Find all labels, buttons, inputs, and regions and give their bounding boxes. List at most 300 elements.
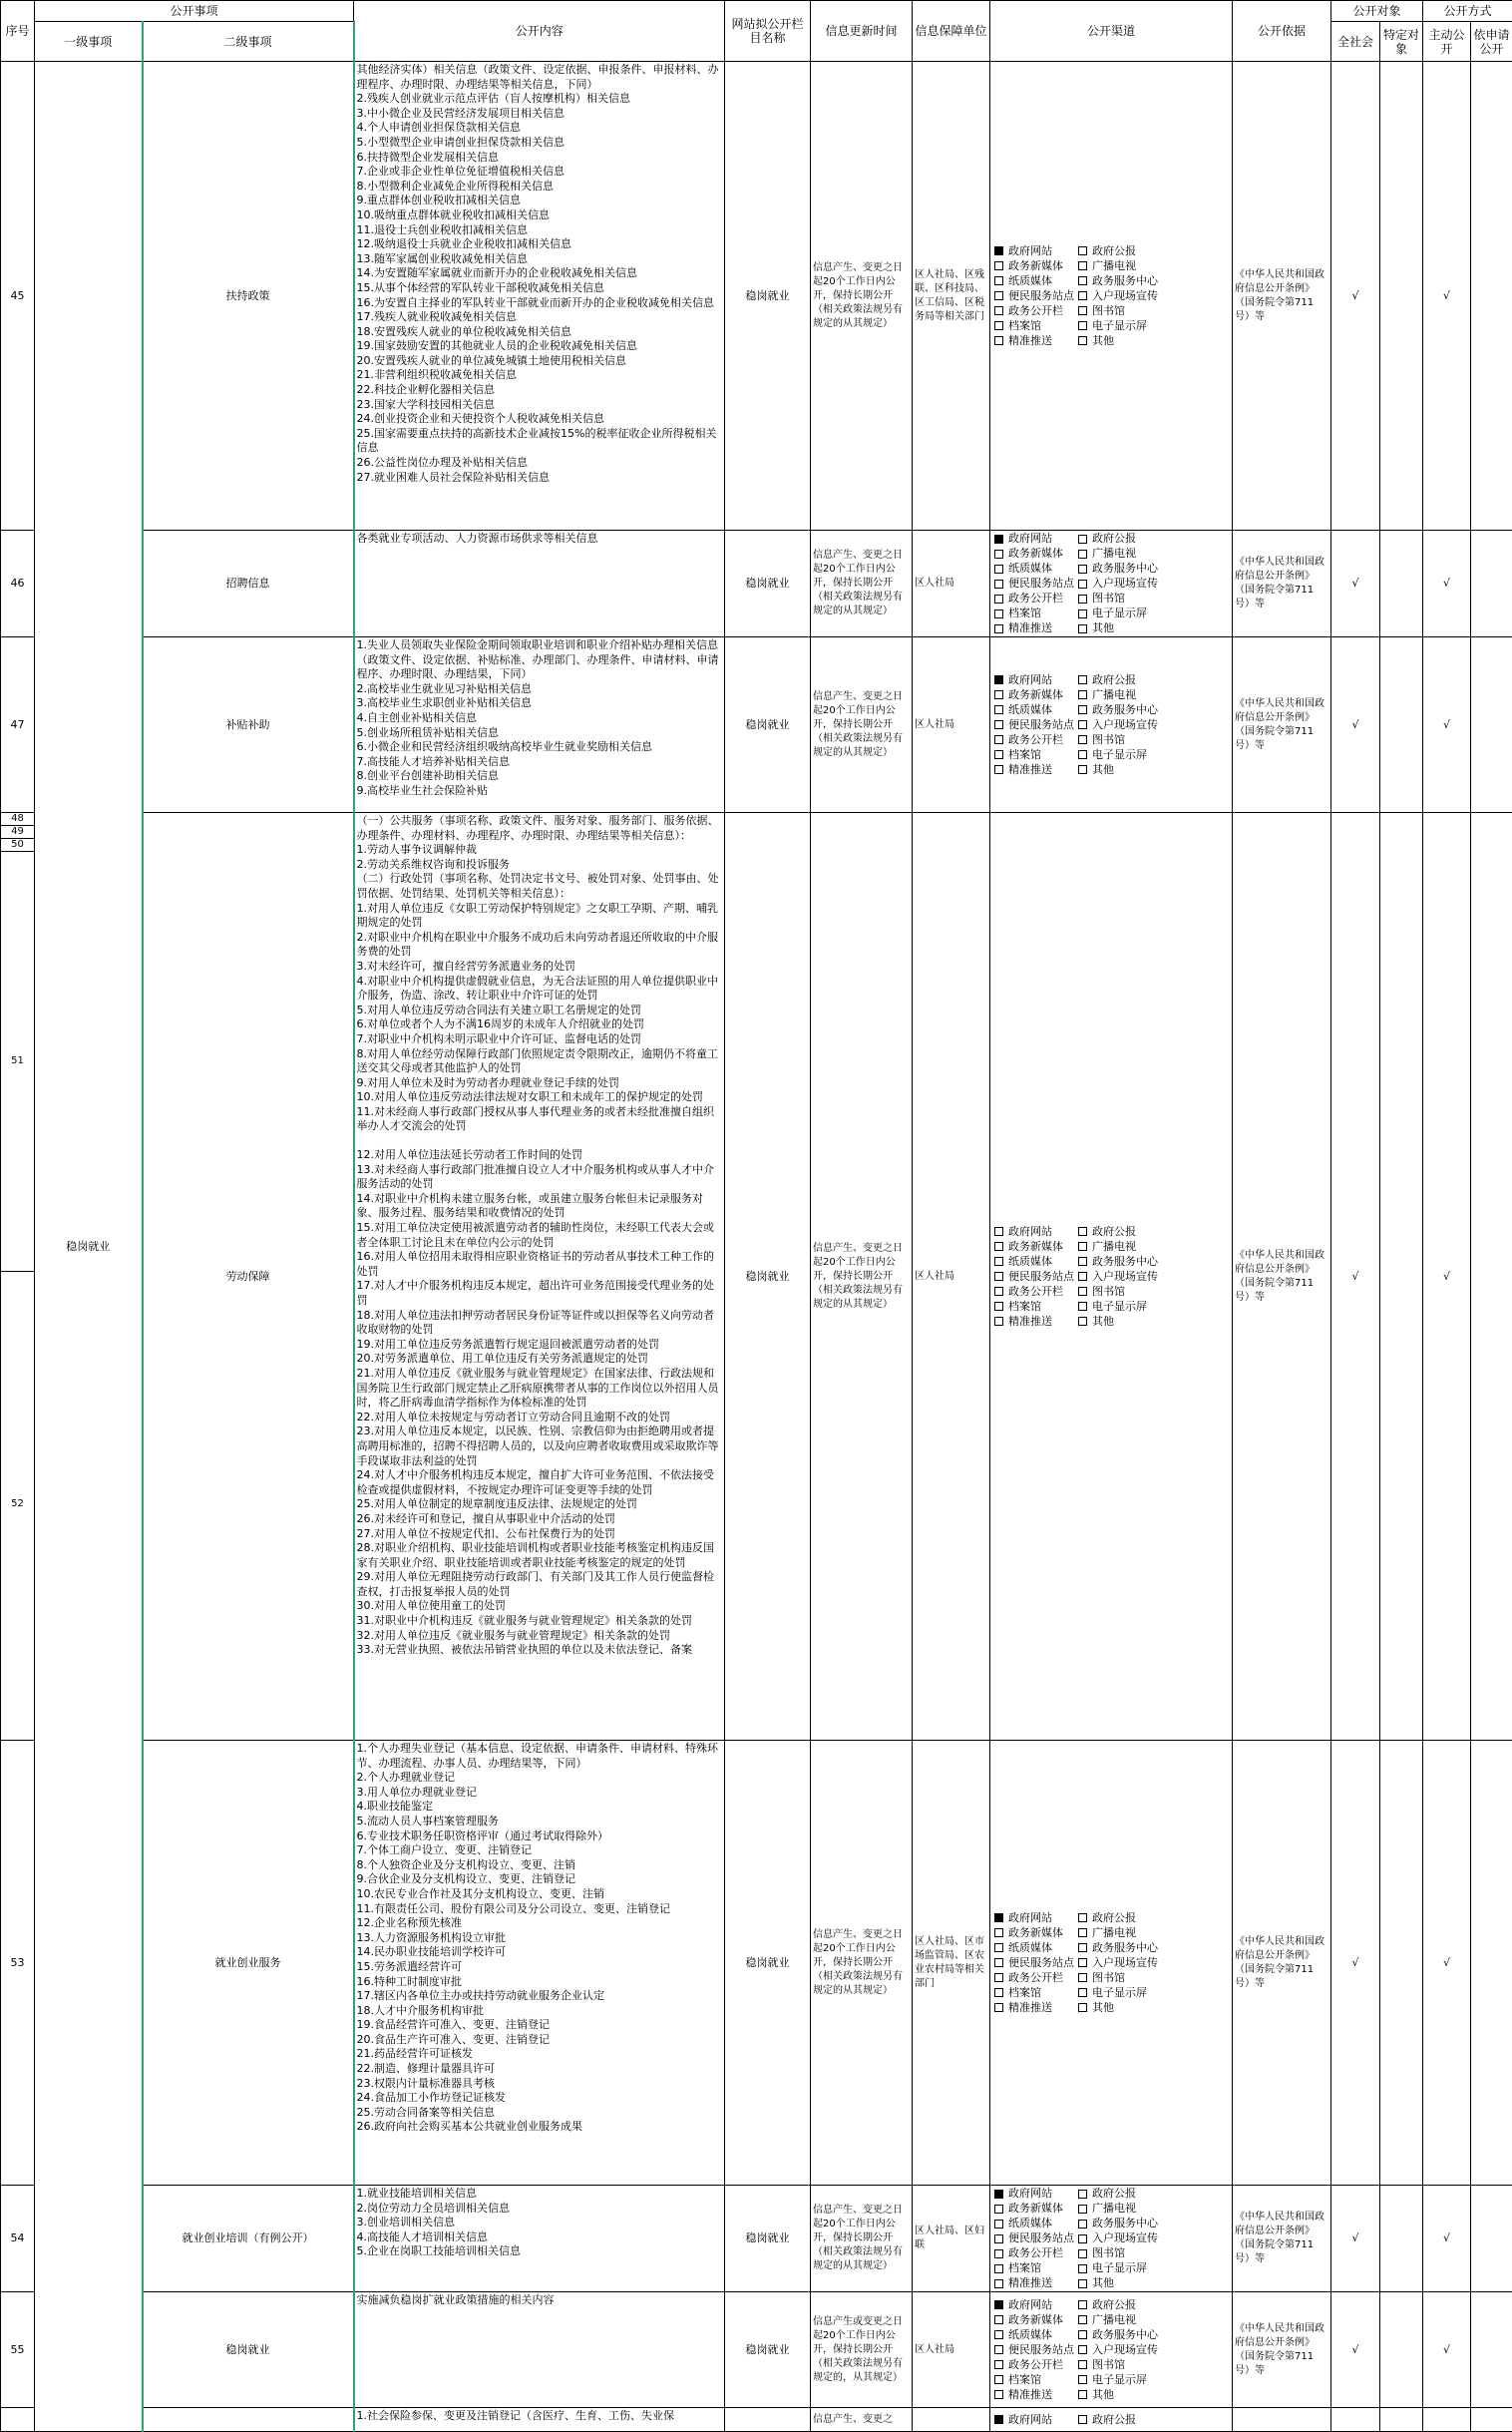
target-all-mark (1331, 2408, 1380, 2432)
checkbox-unchecked[interactable] (994, 2315, 1003, 2324)
checkbox-unchecked[interactable] (994, 765, 1003, 774)
checkbox-unchecked[interactable] (1078, 1988, 1087, 1997)
checkbox-unchecked[interactable] (1078, 535, 1087, 544)
channel-option[interactable] (1078, 1926, 1162, 1940)
channel-option[interactable] (994, 244, 1078, 258)
channel-option[interactable] (1078, 334, 1162, 348)
channel-options (992, 2298, 1230, 2402)
checkbox-unchecked[interactable] (1078, 2220, 1087, 2229)
checkbox-unchecked[interactable] (994, 1272, 1003, 1281)
content-item: 13.人力资源服务机构设立审批 (357, 1931, 723, 1946)
table-row (1, 2292, 1512, 2408)
channel-label: 政务新媒体 (1008, 1926, 1063, 1940)
channel-option[interactable] (1078, 1986, 1162, 2000)
channel-option[interactable] (994, 577, 1078, 591)
table-row (1, 531, 1512, 637)
checkbox-unchecked[interactable] (994, 2345, 1003, 2354)
target-specific-mark (1380, 2292, 1423, 2408)
channel-option[interactable] (1078, 2298, 1162, 2312)
channel-option[interactable] (1078, 688, 1162, 702)
channel-label: 档案馆 (1008, 748, 1041, 762)
method-active-mark: √ (1423, 2292, 1471, 2408)
channel-option[interactable] (994, 562, 1078, 576)
checkbox-unchecked[interactable] (994, 735, 1003, 744)
checkbox-unchecked[interactable] (994, 321, 1003, 330)
content-item: 29.对用人单位无理阻挠劳动行政部门、有关部门及其工作人员行使监督检查权，打击报复举报人员的处罚 (357, 1570, 723, 1599)
channel-option[interactable] (994, 1986, 1078, 2000)
content-item: 22.制造、修理计量器具许可 (357, 2062, 723, 2077)
site-column: 稳岗就业 (725, 1741, 811, 2186)
content-item: 4.对职业中介机构提供虚假就业信息，为无合法证照的用人单位提供职业中介服务，伪造、涂改、转让职业中介许可证的处罚 (357, 975, 723, 1004)
checkbox-unchecked[interactable] (994, 1958, 1003, 1967)
checkbox-unchecked[interactable] (994, 1988, 1003, 1997)
checkbox-unchecked[interactable] (994, 550, 1003, 559)
content-item: 2.岗位劳动力全员培训相关信息 (357, 2202, 723, 2217)
channel-option[interactable] (1078, 562, 1162, 576)
channel-option[interactable] (1078, 2217, 1162, 2230)
checkbox-unchecked[interactable] (994, 276, 1003, 285)
channel-option[interactable] (1078, 2246, 1162, 2260)
checkbox-unchecked[interactable] (1078, 2330, 1087, 2339)
checkbox-unchecked[interactable] (994, 2375, 1003, 2384)
content-item: 26.对未经许可和登记，擅自从事职业中介活动的处罚 (357, 1512, 723, 1527)
checkbox-unchecked[interactable] (1078, 2375, 1087, 2384)
channel-label: 政务服务中心 (1092, 274, 1158, 288)
channel-option[interactable] (994, 1300, 1078, 1314)
checkbox-unchecked[interactable] (994, 291, 1003, 300)
checkbox-unchecked[interactable] (1078, 336, 1087, 345)
checkbox-unchecked[interactable] (994, 2279, 1003, 2288)
channel-options (992, 532, 1230, 635)
content-item: 7.企业或非企业性单位免征增值税相关信息 (357, 165, 723, 180)
content-item: 8.小型微利企业减免企业所得税相关信息 (357, 180, 723, 195)
checkbox-unchecked[interactable] (994, 261, 1003, 270)
checkbox-unchecked[interactable] (1078, 2360, 1087, 2369)
channel-option[interactable] (1078, 2413, 1162, 2427)
channel-option[interactable] (1078, 244, 1162, 258)
channel-option[interactable] (994, 592, 1078, 606)
channel-option[interactable] (1078, 1315, 1162, 1329)
header-target-all: 全社会 (1331, 22, 1380, 62)
channels-cell (990, 2292, 1233, 2408)
checkbox-unchecked[interactable] (1078, 720, 1087, 729)
content-item: 27.就业困难人员社会保险补贴相关信息 (357, 471, 723, 486)
checkbox-unchecked[interactable] (1078, 750, 1087, 759)
channel-option[interactable] (1078, 319, 1162, 333)
checkbox-unchecked[interactable] (1078, 2264, 1087, 2273)
channel-option[interactable] (1078, 673, 1162, 687)
channel-option[interactable] (1078, 1956, 1162, 1970)
row-seq-number: 52 (1, 1272, 34, 1737)
channels-cell (990, 62, 1233, 531)
channel-label: 便民服务站点 (1008, 718, 1074, 732)
checkbox-unchecked[interactable] (1078, 1913, 1087, 1922)
channel-options (992, 2187, 1230, 2290)
content-item: 1.劳动人事争议调解仲裁 (357, 843, 723, 858)
channel-option[interactable] (994, 259, 1078, 273)
checkbox-unchecked[interactable] (994, 2003, 1003, 2012)
channel-label: 便民服务站点 (1008, 1270, 1074, 1284)
channel-option[interactable] (1078, 2202, 1162, 2216)
channel-option[interactable] (1078, 1285, 1162, 1299)
checkbox-unchecked[interactable] (1078, 291, 1087, 300)
checkbox-unchecked[interactable] (1078, 2234, 1087, 2243)
channel-option[interactable] (994, 2298, 1078, 2312)
checkbox-unchecked[interactable] (1078, 1272, 1087, 1281)
channel-option[interactable] (1078, 2343, 1162, 2357)
checkbox-unchecked[interactable] (1078, 1928, 1087, 1937)
channel-label: 政务服务中心 (1092, 2217, 1158, 2230)
channel-label: 精准推送 (1008, 763, 1052, 777)
channel-option[interactable] (994, 1270, 1078, 1284)
content-item: 11.退役士兵创业税收扣减相关信息 (357, 223, 723, 238)
channel-option[interactable] (1078, 592, 1162, 606)
checkbox-unchecked[interactable] (994, 580, 1003, 589)
channel-option[interactable] (994, 532, 1078, 546)
site-column: 稳岗就业 (725, 2292, 811, 2408)
channel-option[interactable] (994, 1315, 1078, 1329)
channel-option[interactable] (1078, 2313, 1162, 2327)
checkbox-unchecked[interactable] (1078, 2205, 1087, 2214)
channel-option[interactable] (1078, 304, 1162, 318)
target-all-mark: √ (1331, 531, 1380, 637)
channel-option[interactable] (1078, 2231, 1162, 2245)
channel-option[interactable] (994, 304, 1078, 318)
checkbox-unchecked[interactable] (994, 1287, 1003, 1296)
channel-option[interactable] (1078, 274, 1162, 288)
checkbox-unchecked[interactable] (994, 565, 1003, 574)
header-seq: 序号 (1, 1, 35, 62)
content-item: 1.个人办理失业登记（基本信息、设定依据、申请条件、申请材料、特殊环节、办理流程、办事人员、办理结果等，下同） (357, 1742, 723, 1771)
channel-option[interactable] (1078, 577, 1162, 591)
checkbox-unchecked[interactable] (1078, 1227, 1087, 1236)
checkbox-unchecked[interactable] (994, 609, 1003, 618)
content-item: 2.高校毕业生就业见习补贴相关信息 (357, 682, 723, 697)
channel-option[interactable] (1078, 2001, 1162, 2015)
checkbox-checked[interactable] (994, 246, 1003, 255)
checkbox-unchecked[interactable] (994, 1257, 1003, 1266)
channel-option[interactable] (994, 1240, 1078, 1254)
channel-option[interactable] (994, 1941, 1078, 1955)
channel-option[interactable] (994, 2261, 1078, 2275)
checkbox-unchecked[interactable] (1078, 624, 1087, 633)
channel-option[interactable] (994, 2328, 1078, 2342)
content-item: 4.职业技能鉴定 (357, 1800, 723, 1815)
checkbox-unchecked[interactable] (1078, 1973, 1087, 1982)
channel-label: 精准推送 (1008, 2388, 1052, 2402)
update-time: 信息产生、变更之日起20个工作日内公开，保持长期公开（相关政策法规另有规定的从其规定） (811, 637, 913, 813)
target-all-mark: √ (1331, 2186, 1380, 2292)
channel-option[interactable] (994, 1911, 1078, 1925)
channel-option[interactable] (1078, 621, 1162, 635)
target-all-mark: √ (1331, 2292, 1380, 2408)
checkbox-unchecked[interactable] (994, 720, 1003, 729)
channel-option[interactable] (994, 2276, 1078, 2290)
checkbox-unchecked[interactable] (1078, 765, 1087, 774)
header-site-column: 网站拟公开栏目名称 (725, 1, 811, 62)
content-cell (354, 2408, 725, 2432)
content-item: 1.就业技能培训相关信息 (357, 2187, 723, 2202)
content-item: 24.对人才中介服务机构违反本规定，擅自扩大许可业务范围、不依法接受检查或提供虚假材料，不按规定办理许可证变更等手续的处罚 (357, 1468, 723, 1497)
checkbox-unchecked[interactable] (1078, 261, 1087, 270)
checkbox-unchecked[interactable] (1078, 306, 1087, 315)
checkbox-unchecked[interactable] (1078, 2345, 1087, 2354)
checkbox-unchecked[interactable] (1078, 2415, 1087, 2424)
channel-option[interactable] (1078, 2373, 1162, 2387)
checkbox-unchecked[interactable] (994, 2264, 1003, 2273)
channel-options (992, 1225, 1230, 1329)
checkbox-unchecked[interactable] (1078, 321, 1087, 330)
channel-option[interactable] (994, 2231, 1078, 2245)
guarantee-unit: 区人社局 (913, 813, 990, 1741)
checkbox-unchecked[interactable] (994, 1317, 1003, 1326)
checkbox-unchecked[interactable] (994, 2390, 1003, 2399)
checkbox-unchecked[interactable] (1078, 2279, 1087, 2288)
checkbox-unchecked[interactable] (994, 2234, 1003, 2243)
content-item: 实施减负稳岗扩就业政策措施的相关内容 (357, 2293, 723, 2308)
channel-option[interactable] (1078, 748, 1162, 762)
header-row-1 (1, 1, 1512, 22)
content-item: 17.辖区内各单位主办或扶持劳动就业服务企业认定 (357, 1989, 723, 2004)
checkbox-unchecked[interactable] (994, 1227, 1003, 1236)
content-item: 5.企业在岗职工技能培训相关信息 (357, 2244, 723, 2259)
channel-option[interactable] (1078, 1300, 1162, 1314)
method-active-mark: √ (1423, 62, 1471, 531)
checkbox-unchecked[interactable] (1078, 565, 1087, 574)
checkbox-unchecked[interactable] (994, 2360, 1003, 2369)
checkbox-unchecked[interactable] (1078, 1958, 1087, 1967)
content-item: 5.对用人单位违反劳动合同法有关建立职工名册规定的处罚 (357, 1004, 723, 1018)
channel-option[interactable] (1078, 1225, 1162, 1239)
content-item: 10.吸纳重点群体就业税收扣减相关信息 (357, 208, 723, 223)
channel-option[interactable] (1078, 1255, 1162, 1269)
checkbox-unchecked[interactable] (1078, 675, 1087, 684)
content-item: 16.对用人单位招用未取得相应职业资格证书的劳动者从事技术工种工作的处罚 (357, 1250, 723, 1279)
content-item: 26.政府向社会购买基本公共就业创业服务成果 (357, 2120, 723, 2135)
checkbox-unchecked[interactable] (994, 690, 1003, 699)
checkbox-unchecked[interactable] (1078, 690, 1087, 699)
checkbox-unchecked[interactable] (994, 2330, 1003, 2339)
target-all-mark: √ (1331, 1741, 1380, 2186)
checkbox-unchecked[interactable] (1078, 580, 1087, 589)
checkbox-unchecked[interactable] (994, 750, 1003, 759)
channel-option[interactable] (994, 2187, 1078, 2201)
content-item: 14.民办职业技能培训学校许可 (357, 1945, 723, 1960)
channel-option[interactable] (994, 748, 1078, 762)
channel-option[interactable] (994, 2413, 1078, 2427)
channel-label: 图书馆 (1092, 733, 1125, 747)
channel-option[interactable] (1078, 2388, 1162, 2402)
content-item: 1.对用人单位违反《女职工劳动保护特别规定》之女职工孕期、产期、哺乳期规定的处罚 (357, 902, 723, 931)
table-row (1, 62, 1512, 531)
channel-option[interactable] (1078, 607, 1162, 620)
channel-label: 精准推送 (1008, 2276, 1052, 2290)
channel-option[interactable] (994, 2373, 1078, 2387)
channel-option[interactable] (994, 2313, 1078, 2327)
channel-option[interactable] (1078, 1240, 1162, 1254)
channel-label: 电子显示屏 (1092, 607, 1147, 620)
content-item: 10.对用人单位违反劳动法律法规对女职工和未成年工的保护规定的处罚 (357, 1090, 723, 1105)
channel-label: 入户现场宣传 (1092, 1270, 1158, 1284)
channel-option[interactable] (994, 763, 1078, 777)
channel-option[interactable] (994, 2202, 1078, 2216)
channel-label: 政府公报 (1092, 673, 1136, 687)
channel-option[interactable] (1078, 289, 1162, 303)
channel-option[interactable] (994, 319, 1078, 333)
header-public-items: 公开事项 (35, 1, 354, 22)
channel-label: 政务公开栏 (1008, 304, 1063, 318)
checkbox-unchecked[interactable] (1078, 2390, 1087, 2399)
channel-option[interactable] (994, 607, 1078, 620)
method-apply-mark (1471, 637, 1512, 813)
channel-option[interactable] (994, 2343, 1078, 2357)
basis-cell: 《中华人民共和国政府信息公开条例》（国务院令第711号）等 (1233, 2186, 1331, 2292)
channel-option[interactable] (1078, 2276, 1162, 2290)
channel-option[interactable] (1078, 2358, 1162, 2372)
checkbox-unchecked[interactable] (1078, 1287, 1087, 1296)
channel-label: 入户现场宣传 (1092, 718, 1158, 732)
channel-option[interactable] (994, 289, 1078, 303)
channel-option[interactable] (994, 2217, 1078, 2230)
checkbox-unchecked[interactable] (994, 1242, 1003, 1251)
table-body (1, 62, 1512, 2432)
checkbox-unchecked[interactable] (1078, 1242, 1087, 1251)
checkbox-unchecked[interactable] (1078, 1317, 1087, 1326)
checkbox-unchecked[interactable] (1078, 2300, 1087, 2309)
update-time: 信息产生、变更之日起20个工作日内公开，保持长期公开（相关政策法规另有规定的从其规定） (811, 813, 913, 1741)
channel-option[interactable] (1078, 1911, 1162, 1925)
header-basis: 公开依据 (1233, 1, 1331, 62)
content-cell (354, 2292, 725, 2408)
channel-label: 其他 (1092, 621, 1114, 635)
content-item: 5.小型微型企业申请创业担保贷款相关信息 (357, 136, 723, 151)
checkbox-unchecked[interactable] (1078, 2003, 1087, 2012)
channel-option[interactable] (1078, 2187, 1162, 2201)
checkbox-unchecked[interactable] (994, 595, 1003, 604)
content-item: 7.对职业中介机构未明示职业中介许可证、监督电话的处罚 (357, 1032, 723, 1047)
channel-option[interactable] (1078, 718, 1162, 732)
method-active-mark: √ (1423, 531, 1471, 637)
checkbox-unchecked[interactable] (994, 1302, 1003, 1311)
checkbox-unchecked[interactable] (994, 2205, 1003, 2214)
checkbox-unchecked[interactable] (1078, 2249, 1087, 2258)
checkbox-checked[interactable] (994, 535, 1003, 544)
content-list (357, 1742, 723, 2135)
checkbox-unchecked[interactable] (994, 1973, 1003, 1982)
content-item: 14.对职业中介机构未建立服务台帐，或虽建立服务台帐但未记录服务对象、服务过程、服务结果和收费情况的处罚 (357, 1192, 723, 1221)
content-list (357, 2293, 723, 2308)
site-column: 稳岗就业 (725, 813, 811, 1741)
channel-option[interactable] (1078, 2328, 1162, 2342)
checkbox-unchecked[interactable] (994, 306, 1003, 315)
channel-option[interactable] (994, 1971, 1078, 1985)
checkbox-checked[interactable] (994, 2415, 1003, 2424)
channel-option[interactable] (1078, 259, 1162, 273)
checkbox-unchecked[interactable] (994, 2220, 1003, 2229)
channel-label: 档案馆 (1008, 2261, 1041, 2275)
channel-label: 电子显示屏 (1092, 1986, 1147, 2000)
channel-option[interactable] (994, 621, 1078, 635)
channel-option[interactable] (1078, 763, 1162, 777)
channel-label: 电子显示屏 (1092, 2261, 1147, 2275)
channel-option[interactable] (994, 2388, 1078, 2402)
checkbox-unchecked[interactable] (1078, 735, 1087, 744)
channel-option[interactable] (994, 718, 1078, 732)
checkbox-checked[interactable] (994, 1913, 1003, 1922)
checkbox-unchecked[interactable] (1078, 595, 1087, 604)
checkbox-unchecked[interactable] (994, 624, 1003, 633)
channel-label: 入户现场宣传 (1092, 2231, 1158, 2245)
checkbox-unchecked[interactable] (994, 1943, 1003, 1952)
channel-option[interactable] (994, 1956, 1078, 1970)
target-specific-mark (1380, 1741, 1423, 2186)
update-time: 信息产生、变更之日起20个工作日内公开，保持长期公开（相关政策法规另有规定的从其规定） (811, 2186, 913, 2292)
channel-option[interactable] (1078, 1971, 1162, 1985)
checkbox-checked[interactable] (994, 2190, 1003, 2199)
channel-option[interactable] (994, 1926, 1078, 1940)
method-apply-mark (1471, 2292, 1512, 2408)
checkbox-unchecked[interactable] (1078, 2315, 1087, 2324)
channel-option[interactable] (994, 733, 1078, 747)
checkbox-unchecked[interactable] (1078, 246, 1087, 255)
channel-option[interactable] (994, 1285, 1078, 1299)
channel-option[interactable] (994, 2001, 1078, 2015)
channel-label: 精准推送 (1008, 621, 1052, 635)
channel-option[interactable] (994, 2246, 1078, 2260)
channel-option[interactable] (994, 1255, 1078, 1269)
channel-option[interactable] (1078, 703, 1162, 717)
channel-option[interactable] (994, 673, 1078, 687)
channel-label: 政务新媒体 (1008, 259, 1063, 273)
channel-option[interactable] (1078, 1270, 1162, 1284)
content-item: 8.创业平台创建补助相关信息 (357, 769, 723, 784)
channel-label: 纸质媒体 (1008, 703, 1052, 717)
channel-option[interactable] (994, 334, 1078, 348)
channel-label: 政务新媒体 (1008, 2313, 1063, 2327)
channel-option[interactable] (1078, 547, 1162, 561)
checkbox-checked[interactable] (994, 675, 1003, 684)
channel-option[interactable] (994, 688, 1078, 702)
channel-option[interactable] (994, 274, 1078, 288)
checkbox-unchecked[interactable] (1078, 276, 1087, 285)
checkbox-unchecked[interactable] (1078, 609, 1087, 618)
channel-option[interactable] (1078, 733, 1162, 747)
checkbox-checked[interactable] (994, 2300, 1003, 2309)
channel-option[interactable] (994, 2358, 1078, 2372)
level2-item: 扶持政策 (143, 62, 354, 531)
channel-option[interactable] (994, 1225, 1078, 1239)
channel-option[interactable] (1078, 1941, 1162, 1955)
checkbox-unchecked[interactable] (1078, 1257, 1087, 1266)
header-level1: 一级事项 (35, 22, 143, 62)
method-active-mark (1423, 2408, 1471, 2432)
channel-option[interactable] (994, 703, 1078, 717)
checkbox-unchecked[interactable] (994, 1928, 1003, 1937)
checkbox-unchecked[interactable] (1078, 705, 1087, 714)
checkbox-unchecked[interactable] (1078, 1943, 1087, 1952)
channel-label: 政务新媒体 (1008, 1240, 1063, 1254)
checkbox-unchecked[interactable] (1078, 1302, 1087, 1311)
checkbox-unchecked[interactable] (994, 2249, 1003, 2258)
channel-label: 纸质媒体 (1008, 1941, 1052, 1955)
channel-option[interactable] (994, 547, 1078, 561)
channel-option[interactable] (1078, 532, 1162, 546)
channel-option[interactable] (1078, 2261, 1162, 2275)
checkbox-unchecked[interactable] (1078, 550, 1087, 559)
checkbox-unchecked[interactable] (994, 336, 1003, 345)
checkbox-unchecked[interactable] (994, 705, 1003, 714)
checkbox-unchecked[interactable] (1078, 2190, 1087, 2199)
